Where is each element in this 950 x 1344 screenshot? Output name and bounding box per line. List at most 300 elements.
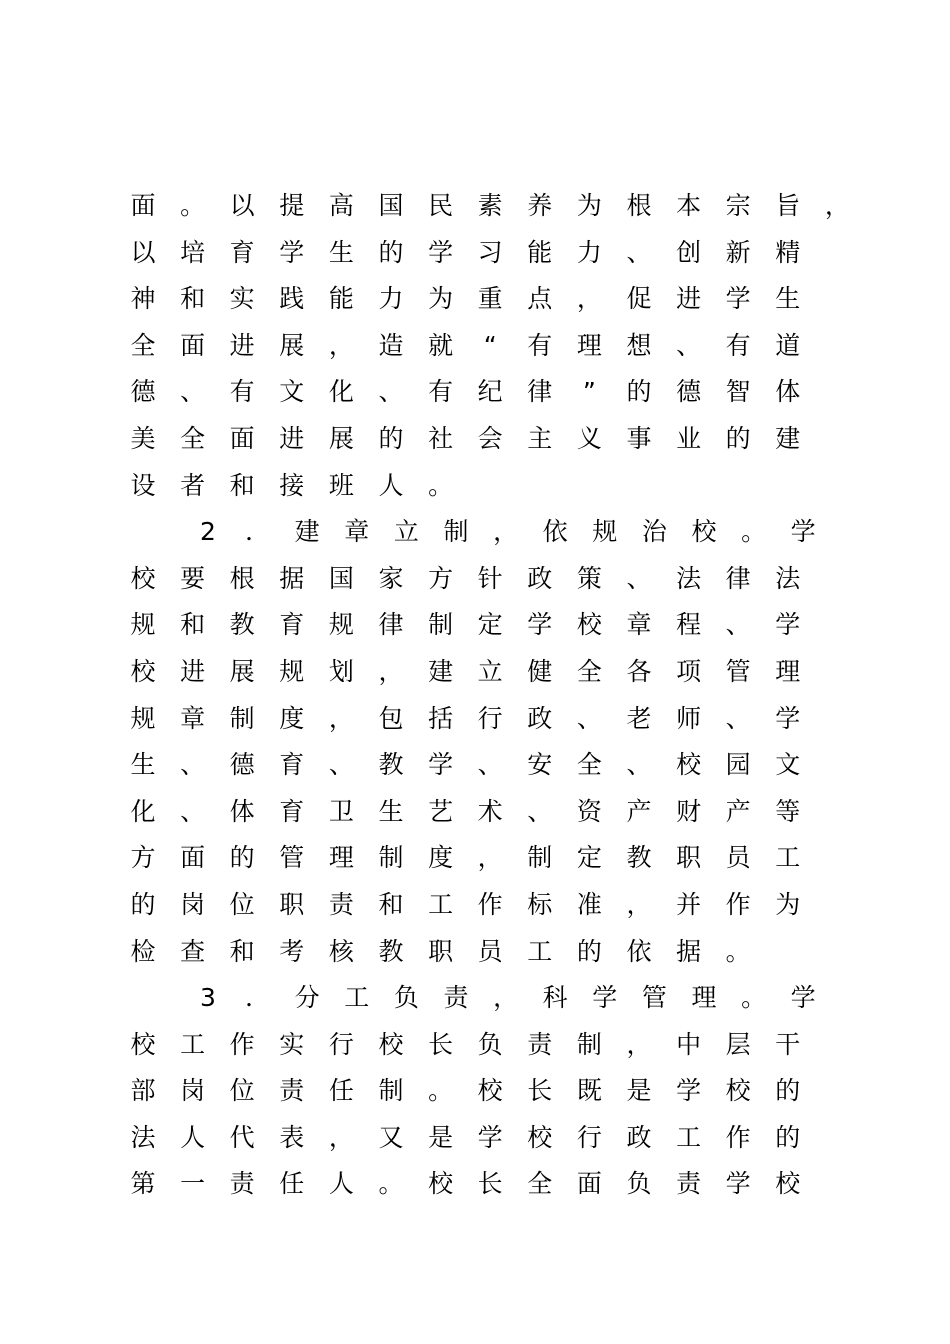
text-char: 教 [378,936,404,966]
text-char: ， [477,843,503,873]
text-char: 健 [527,656,553,686]
text-char: 负 [626,1169,652,1199]
text-char: 实 [229,284,255,314]
text-char: 和 [229,470,255,500]
text-char: 校 [130,656,156,686]
text-char: 制 [378,1076,404,1106]
text-line [129,649,950,696]
text-char: 育 [229,237,255,267]
text-char: 班 [328,470,354,500]
text-char: 智 [725,377,751,407]
text-char: 3 [200,983,216,1013]
text-char: 师 [676,703,702,733]
text-char: 有 [725,330,751,360]
text-char: 规 [130,703,156,733]
text-char: 想 [626,330,652,360]
text-char: 并 [676,889,702,919]
text-char: 国 [328,563,354,593]
text-char: 宗 [725,191,751,220]
document-body [129,183,950,1208]
text-char: 第 [130,1169,156,1199]
text-char: 行 [328,1029,354,1059]
text-char: 制 [229,703,255,733]
text-char: ， [493,983,519,1013]
text-char: 管 [279,843,305,873]
text-line [129,975,950,1022]
text-char: 国 [378,191,404,220]
text-char: 学 [428,237,454,267]
text-line [129,556,950,603]
text-char: 法 [775,563,801,593]
text-char: 业 [676,423,702,453]
text-char: 管 [725,656,751,686]
text-char: 章 [344,517,370,547]
text-char: 素 [477,191,503,220]
text-char: 培 [180,237,206,267]
text-char: 校 [576,610,602,640]
text-char: 育 [279,610,305,640]
text-char: 长 [527,1076,553,1106]
text-char: 的 [229,843,255,873]
text-char: 括 [428,703,454,733]
text-char: 新 [725,237,751,267]
text-char: 。 [180,191,206,220]
text-char: 学 [790,517,816,547]
text-char: 产 [725,796,751,826]
text-char: 章 [180,703,206,733]
text-char: 。 [428,470,454,500]
text-char: 文 [775,750,801,780]
text-char: 规 [279,656,305,686]
text-char: 位 [229,889,255,919]
text-char: 生 [130,750,156,780]
text-char: 和 [180,284,206,314]
text-char: 展 [229,656,255,686]
text-char: 、 [725,703,751,733]
text-char: 校 [130,1029,156,1059]
text-char: 据 [676,936,702,966]
text-char: 力 [576,237,602,267]
text-char: 生 [378,796,404,826]
text-char: 任 [279,1169,305,1199]
text-line [129,323,950,370]
text-char: 根 [229,563,255,593]
text-char: 进 [279,423,305,453]
text-char: 生 [328,237,354,267]
text-char: 实 [279,1029,305,1059]
text-char: 作 [725,889,751,919]
text-char: ， [824,191,850,220]
text-char: 和 [229,936,255,966]
text-char: 体 [229,796,255,826]
text-char: 分 [294,983,320,1013]
text-char: 员 [725,843,751,873]
text-char: 设 [130,470,156,500]
text-char: 校 [378,1029,404,1059]
text-char: 立 [477,656,503,686]
text-char: 学 [428,750,454,780]
text-char: ， [576,284,602,314]
text-char: 项 [676,656,702,686]
text-char: 工 [428,889,454,919]
text-char: 校 [130,563,156,593]
text-char: 代 [229,1122,255,1152]
text-char: 进 [676,284,702,314]
text-char: 行 [477,703,503,733]
text-char: 的 [576,936,602,966]
text-char: 学 [279,237,305,267]
text-char: 社 [428,423,454,453]
text-char: 化 [130,796,156,826]
text-char: 岗 [180,1076,206,1106]
text-char: 等 [775,796,801,826]
text-char: 职 [428,936,454,966]
text-char: 。 [378,1169,404,1199]
text-char: 为 [576,191,602,220]
text-char: 。 [741,517,767,547]
text-char: 、 [576,703,602,733]
text-char: 检 [130,936,156,966]
text-char: 制 [576,1029,602,1059]
text-char: 中 [676,1029,702,1059]
text-char: 卫 [328,796,354,826]
text-char: 财 [676,796,702,826]
text-char: 资 [576,796,602,826]
text-char: 精 [775,237,801,267]
text-char: 。 [428,1076,454,1106]
text-char: 方 [130,843,156,873]
text-line [129,742,950,789]
text-char: 责 [229,1169,255,1199]
text-char: 工 [676,1122,702,1152]
text-char: 、 [328,750,354,780]
text-char: 校 [527,1122,553,1152]
text-char: 治 [641,517,667,547]
text-char: 一 [180,1169,206,1199]
text-char: 人 [378,470,404,500]
text-char: 以 [229,191,255,220]
text-char: 面 [576,1169,602,1199]
text-line [129,183,950,230]
text-char: 和 [378,889,404,919]
text-char: 职 [676,843,702,873]
text-char: 、 [725,610,751,640]
text-char: 展 [328,423,354,453]
text-char: 工 [180,1029,206,1059]
text-char: 安 [527,750,553,780]
text-char: 学 [775,610,801,640]
text-char: 理 [328,843,354,873]
text-char: 责 [443,983,469,1013]
text-char: 人 [180,1122,206,1152]
text-char: 就 [428,330,454,360]
text-char: 造 [378,330,404,360]
text-char: 制 [443,517,469,547]
text-char: 面 [130,191,156,220]
text-char: ， [328,1122,354,1152]
text-char: 育 [279,796,305,826]
text-char: 是 [428,1122,454,1152]
text-char: 育 [279,750,305,780]
text-char: 。 [741,983,767,1013]
text-char: 学 [592,983,618,1013]
text-char: 有 [428,377,454,407]
text-char: 提 [279,191,305,220]
text-char: 校 [477,1076,503,1106]
text-char: 层 [725,1029,751,1059]
text-char: 、 [180,377,206,407]
text-char: 有 [527,330,553,360]
text-char: 教 [229,610,255,640]
text-char: ． [245,983,271,1013]
text-char: 规 [592,517,618,547]
text-char: 划 [328,656,354,686]
text-char: 管 [641,983,667,1013]
text-char: 建 [428,656,454,686]
text-char: 学 [527,610,553,640]
text-char: 既 [576,1076,602,1106]
text-char: 制 [527,843,553,873]
text-char: 任 [328,1076,354,1106]
text-char: 的 [378,237,404,267]
text-char: 、 [676,330,702,360]
text-char: 规 [328,610,354,640]
text-char: 律 [527,377,553,407]
text-char: 负 [477,1029,503,1059]
text-line [129,602,950,649]
text-char: 、 [180,796,206,826]
text-char: 制 [428,610,454,640]
text-char: 者 [180,470,206,500]
text-char: 依 [626,936,652,966]
text-char: 学 [676,1076,702,1106]
text-char: 体 [775,377,801,407]
text-char: 包 [378,703,404,733]
text-char: 创 [676,237,702,267]
text-char: 职 [279,889,305,919]
text-char: 政 [527,563,553,593]
text-char: 长 [477,1169,503,1199]
text-char: ， [626,889,652,919]
text-char: 学 [790,983,816,1013]
text-char: 家 [378,563,404,593]
text-char: 以 [130,237,156,267]
text-char: 校 [725,1076,751,1106]
text-char: 是 [626,1076,652,1106]
text-char: 校 [691,517,717,547]
text-char: 立 [393,517,419,547]
text-char: 艺 [428,796,454,826]
text-char: 据 [279,563,305,593]
text-char: 、 [527,796,553,826]
text-char: 的 [775,1122,801,1152]
text-char: 长 [428,1029,454,1059]
text-char: 学 [775,703,801,733]
text-char: 政 [527,703,553,733]
text-char: 人 [328,1169,354,1199]
text-char: 核 [328,936,354,966]
text-char: 、 [626,563,652,593]
text-char: 神 [130,284,156,314]
text-char: 校 [428,1169,454,1199]
text-char: 面 [180,330,206,360]
text-char: 工 [527,936,553,966]
text-char: 道 [775,330,801,360]
text-char: 责 [527,1029,553,1059]
text-char: 德 [676,377,702,407]
text-char: 文 [279,377,305,407]
text-char: 进 [229,330,255,360]
text-char: 教 [378,750,404,780]
text-char: 干 [775,1029,801,1059]
text-char: ” [582,377,596,407]
text-char: 的 [130,889,156,919]
text-char: 校 [775,1169,801,1199]
text-char: 理 [775,656,801,686]
text-line [129,696,950,743]
text-char: 能 [527,237,553,267]
text-char: 策 [576,563,602,593]
text-char: 进 [180,656,206,686]
text-char: 重 [477,284,503,314]
text-char: 能 [328,284,354,314]
text-line [129,1022,950,1069]
text-char: 工 [344,983,370,1013]
text-char: 科 [542,983,568,1013]
text-char: “ [483,330,497,360]
text-char: ， [378,656,404,686]
text-char: 法 [676,563,702,593]
text-char: 、 [378,377,404,407]
text-char: ， [328,703,354,733]
text-char: 要 [180,563,206,593]
text-char: 校 [676,750,702,780]
text-char: 法 [130,1122,156,1152]
text-char: 工 [775,843,801,873]
text-char: 律 [378,610,404,640]
text-char: 。 [725,936,751,966]
text-line [129,1161,950,1208]
text-char: 度 [279,703,305,733]
text-char: 全 [180,423,206,453]
text-char: 责 [676,1169,702,1199]
text-char: 事 [626,423,652,453]
text-char: 义 [576,423,602,453]
text-char: 本 [676,191,702,220]
text-char: 和 [180,610,206,640]
text-char: ， [626,1029,652,1059]
text-char: 化 [328,377,354,407]
text-char: 民 [428,191,454,220]
text-char: 产 [626,796,652,826]
text-line [129,929,950,976]
text-char: 全 [130,330,156,360]
text-char: 点 [527,284,553,314]
text-char: 面 [229,423,255,453]
text-char: 行 [576,1122,602,1152]
text-char: 面 [180,843,206,873]
text-char: 教 [626,843,652,873]
text-char: 践 [279,284,305,314]
text-char: 全 [527,1169,553,1199]
text-char: 部 [130,1076,156,1106]
text-char: 、 [626,237,652,267]
text-char: 依 [542,517,568,547]
text-char: 力 [378,284,404,314]
text-char: 责 [328,889,354,919]
text-char: 政 [626,1122,652,1152]
text-char: 接 [279,470,305,500]
text-char: 会 [477,423,503,453]
text-char: 2 [200,517,216,547]
text-char: 建 [294,517,320,547]
text-char: 德 [229,750,255,780]
text-char: 养 [527,191,553,220]
text-char: 作 [229,1029,255,1059]
text-char: 查 [180,936,206,966]
text-char: 程 [676,610,702,640]
text-char: 纪 [477,377,503,407]
text-char: 、 [477,750,503,780]
text-char: 定 [576,843,602,873]
text-char: ． [245,517,271,547]
text-char: 章 [626,610,652,640]
text-char: 位 [229,1076,255,1106]
text-char: 又 [378,1122,404,1152]
text-char: 展 [279,330,305,360]
text-char: 定 [477,610,503,640]
text-char: 岗 [180,889,206,919]
text-char: 员 [477,936,503,966]
text-line [129,463,950,510]
text-char: 学 [725,284,751,314]
text-char: 、 [180,750,206,780]
text-char: 的 [725,423,751,453]
text-char: 作 [477,889,503,919]
text-line [129,835,950,882]
text-char: 方 [428,563,454,593]
text-char: 律 [725,563,751,593]
text-line [129,882,950,929]
text-char: 制 [378,843,404,873]
text-line [129,276,950,323]
text-char: 有 [229,377,255,407]
text-char: 园 [725,750,751,780]
text-char: ， [328,330,354,360]
text-char: 准 [576,889,602,919]
text-char: 针 [477,563,503,593]
text-char: 理 [691,983,717,1013]
text-char: 美 [130,423,156,453]
text-char: 生 [775,284,801,314]
text-char: 作 [725,1122,751,1152]
text-line [129,789,950,836]
text-char: 全 [576,750,602,780]
text-char: 责 [279,1076,305,1106]
text-char: 学 [477,1122,503,1152]
text-line [129,369,950,416]
text-char: 主 [527,423,553,453]
text-line [129,1115,950,1162]
text-char: 理 [576,330,602,360]
text-char: 的 [626,377,652,407]
text-char: 考 [279,936,305,966]
text-char: 、 [626,750,652,780]
text-line [129,509,950,556]
text-char: 标 [527,889,553,919]
text-char: 老 [626,703,652,733]
text-char: 的 [775,1076,801,1106]
